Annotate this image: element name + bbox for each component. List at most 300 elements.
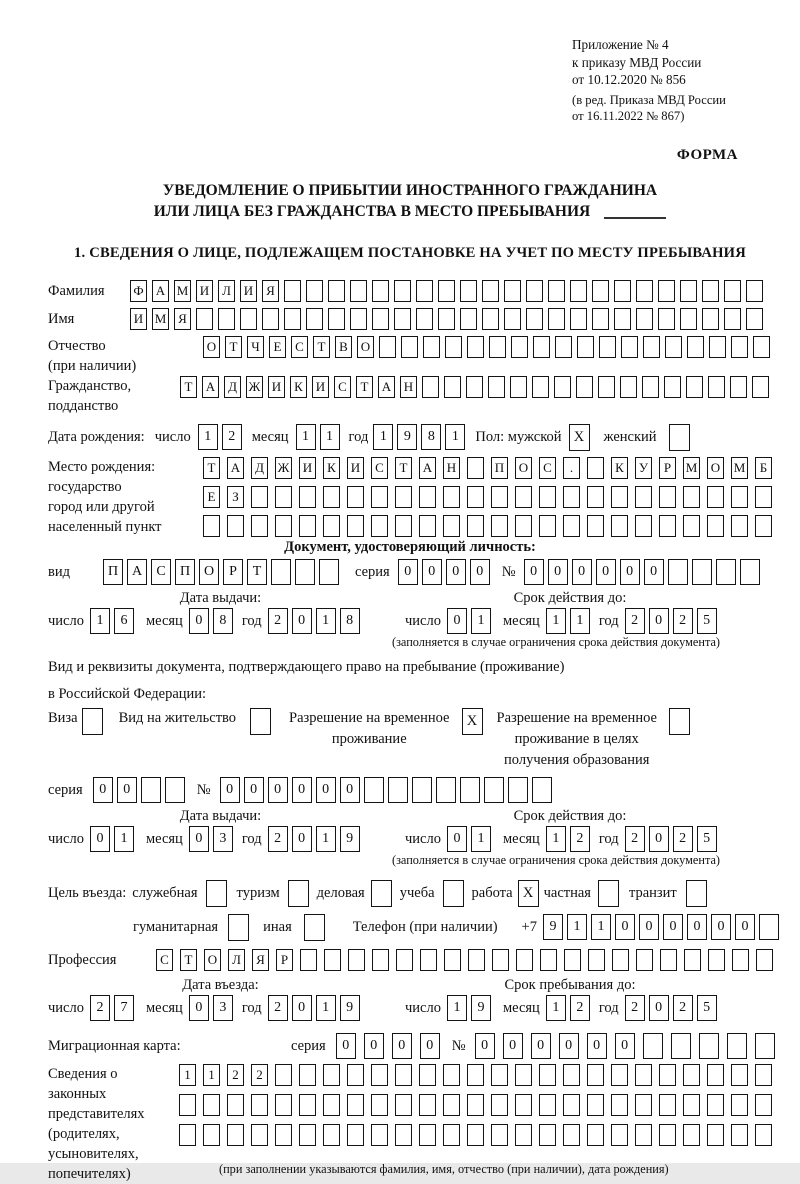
char-cell[interactable]: О	[203, 336, 220, 358]
char-cell[interactable]	[611, 1124, 628, 1146]
char-cell[interactable]	[436, 777, 456, 803]
char-cell[interactable]: 2	[90, 995, 110, 1021]
char-cell[interactable]	[548, 280, 565, 302]
char-cell[interactable]	[328, 280, 345, 302]
char-cell[interactable]	[284, 308, 301, 330]
char-cell[interactable]: 0	[524, 559, 544, 585]
char-cell[interactable]: 2	[268, 995, 288, 1021]
char-cell[interactable]	[642, 376, 659, 398]
char-cell[interactable]	[196, 308, 213, 330]
char-cell[interactable]	[611, 1094, 628, 1116]
char-cell[interactable]	[755, 486, 772, 508]
char-cell[interactable]: 1	[316, 608, 336, 634]
char-cell[interactable]: Т	[180, 949, 197, 971]
char-cell[interactable]: И	[130, 308, 147, 330]
char-cell[interactable]: Б	[755, 457, 772, 479]
char-cell[interactable]: 0	[531, 1033, 551, 1059]
char-cell[interactable]: П	[175, 559, 195, 585]
char-cell[interactable]	[532, 376, 549, 398]
char-cell[interactable]: 0	[316, 777, 336, 803]
char-cell[interactable]: 0	[649, 826, 669, 852]
char-cell[interactable]	[707, 486, 724, 508]
char-cell[interactable]: А	[378, 376, 395, 398]
char-cell[interactable]	[753, 336, 770, 358]
char-cell[interactable]	[699, 1033, 719, 1059]
char-cell[interactable]	[444, 949, 461, 971]
char-cell[interactable]: 1	[296, 424, 316, 450]
char-cell[interactable]	[488, 376, 505, 398]
char-cell[interactable]	[611, 515, 628, 537]
purpose-work-checkbox[interactable]: X	[518, 880, 539, 907]
char-cell[interactable]	[515, 515, 532, 537]
char-cell[interactable]: 0	[587, 1033, 607, 1059]
char-cell[interactable]: М	[174, 280, 191, 302]
char-cell[interactable]: 0	[620, 559, 640, 585]
char-cell[interactable]	[372, 308, 389, 330]
char-cell[interactable]	[401, 336, 418, 358]
char-cell[interactable]	[299, 1064, 316, 1086]
char-cell[interactable]: Л	[228, 949, 245, 971]
char-cell[interactable]: 0	[364, 1033, 384, 1059]
char-cell[interactable]: 0	[117, 777, 137, 803]
char-cell[interactable]: В	[335, 336, 352, 358]
char-cell[interactable]	[621, 336, 638, 358]
char-cell[interactable]	[179, 1094, 196, 1116]
char-cell[interactable]: А	[127, 559, 147, 585]
char-cell[interactable]	[324, 949, 341, 971]
char-cell[interactable]: 0	[649, 995, 669, 1021]
char-cell[interactable]	[563, 515, 580, 537]
rvp-edu-checkbox[interactable]	[669, 708, 690, 735]
char-cell[interactable]	[395, 515, 412, 537]
char-cell[interactable]	[482, 308, 499, 330]
char-cell[interactable]: Т	[395, 457, 412, 479]
char-cell[interactable]	[592, 280, 609, 302]
char-cell[interactable]: Р	[659, 457, 676, 479]
char-cell[interactable]	[423, 336, 440, 358]
char-cell[interactable]	[539, 1094, 556, 1116]
char-cell[interactable]: Д	[251, 457, 268, 479]
char-cell[interactable]: Е	[203, 486, 220, 508]
char-cell[interactable]: Л	[218, 280, 235, 302]
char-cell[interactable]: 1	[591, 914, 611, 940]
purpose-business-checkbox[interactable]	[371, 880, 392, 907]
char-cell[interactable]	[740, 559, 760, 585]
char-cell[interactable]	[484, 777, 504, 803]
char-cell[interactable]: Р	[276, 949, 293, 971]
char-cell[interactable]	[577, 336, 594, 358]
char-cell[interactable]: 9	[340, 826, 360, 852]
char-cell[interactable]	[724, 308, 741, 330]
char-cell[interactable]: 1	[179, 1064, 196, 1086]
char-cell[interactable]: 9	[471, 995, 491, 1021]
char-cell[interactable]: 0	[340, 777, 360, 803]
char-cell[interactable]	[443, 515, 460, 537]
char-cell[interactable]: 2	[673, 826, 693, 852]
char-cell[interactable]	[251, 486, 268, 508]
char-cell[interactable]: 0	[422, 559, 442, 585]
char-cell[interactable]: 5	[697, 995, 717, 1021]
rvp-checkbox[interactable]: X	[462, 708, 483, 735]
char-cell[interactable]	[587, 457, 604, 479]
char-cell[interactable]: Т	[247, 559, 267, 585]
char-cell[interactable]	[611, 1064, 628, 1086]
char-cell[interactable]	[275, 486, 292, 508]
char-cell[interactable]: Т	[180, 376, 197, 398]
char-cell[interactable]: 1	[373, 424, 393, 450]
char-cell[interactable]	[707, 515, 724, 537]
char-cell[interactable]	[504, 280, 521, 302]
char-cell[interactable]	[636, 949, 653, 971]
char-cell[interactable]: 0	[639, 914, 659, 940]
char-cell[interactable]: 0	[447, 826, 467, 852]
char-cell[interactable]	[643, 1033, 663, 1059]
char-cell[interactable]	[687, 336, 704, 358]
char-cell[interactable]	[755, 1094, 772, 1116]
char-cell[interactable]	[347, 1064, 364, 1086]
char-cell[interactable]	[395, 1064, 412, 1086]
char-cell[interactable]	[533, 336, 550, 358]
char-cell[interactable]: Н	[443, 457, 460, 479]
char-cell[interactable]	[227, 1124, 244, 1146]
char-cell[interactable]: 8	[213, 608, 233, 634]
char-cell[interactable]: 0	[446, 559, 466, 585]
char-cell[interactable]: 8	[340, 608, 360, 634]
char-cell[interactable]	[730, 376, 747, 398]
char-cell[interactable]	[306, 280, 323, 302]
purpose-study-checkbox[interactable]	[443, 880, 464, 907]
char-cell[interactable]	[680, 308, 697, 330]
char-cell[interactable]	[227, 515, 244, 537]
char-cell[interactable]	[300, 949, 317, 971]
char-cell[interactable]	[251, 515, 268, 537]
char-cell[interactable]: 0	[475, 1033, 495, 1059]
char-cell[interactable]: З	[227, 486, 244, 508]
char-cell[interactable]: 1	[546, 608, 566, 634]
char-cell[interactable]	[416, 280, 433, 302]
char-cell[interactable]	[323, 515, 340, 537]
char-cell[interactable]	[306, 308, 323, 330]
char-cell[interactable]	[692, 559, 712, 585]
char-cell[interactable]	[438, 308, 455, 330]
char-cell[interactable]	[323, 1094, 340, 1116]
char-cell[interactable]	[635, 1094, 652, 1116]
char-cell[interactable]	[752, 376, 769, 398]
char-cell[interactable]	[299, 1124, 316, 1146]
char-cell[interactable]	[460, 280, 477, 302]
char-cell[interactable]	[684, 949, 701, 971]
char-cell[interactable]	[489, 336, 506, 358]
char-cell[interactable]: 0	[398, 559, 418, 585]
char-cell[interactable]: 0	[90, 826, 110, 852]
char-cell[interactable]	[511, 336, 528, 358]
char-cell[interactable]: 1	[316, 826, 336, 852]
char-cell[interactable]: Т	[356, 376, 373, 398]
char-cell[interactable]: 0	[292, 826, 312, 852]
char-cell[interactable]	[587, 515, 604, 537]
char-cell[interactable]	[732, 949, 749, 971]
char-cell[interactable]	[347, 1094, 364, 1116]
char-cell[interactable]	[203, 1124, 220, 1146]
char-cell[interactable]	[468, 949, 485, 971]
char-cell[interactable]	[548, 308, 565, 330]
char-cell[interactable]	[683, 1124, 700, 1146]
char-cell[interactable]	[539, 486, 556, 508]
char-cell[interactable]: 1	[447, 995, 467, 1021]
char-cell[interactable]: 1	[471, 826, 491, 852]
char-cell[interactable]	[203, 515, 220, 537]
char-cell[interactable]	[251, 1094, 268, 1116]
char-cell[interactable]	[539, 1124, 556, 1146]
char-cell[interactable]	[348, 949, 365, 971]
char-cell[interactable]: 1	[567, 914, 587, 940]
char-cell[interactable]	[299, 1094, 316, 1116]
char-cell[interactable]: 6	[114, 608, 134, 634]
char-cell[interactable]: Т	[313, 336, 330, 358]
char-cell[interactable]	[491, 1124, 508, 1146]
char-cell[interactable]	[395, 1094, 412, 1116]
char-cell[interactable]: И	[299, 457, 316, 479]
char-cell[interactable]: 2	[673, 608, 693, 634]
char-cell[interactable]: 0	[292, 608, 312, 634]
char-cell[interactable]	[364, 777, 384, 803]
char-cell[interactable]: Ф	[130, 280, 147, 302]
char-cell[interactable]	[395, 1124, 412, 1146]
char-cell[interactable]: И	[312, 376, 329, 398]
char-cell[interactable]	[707, 1124, 724, 1146]
char-cell[interactable]	[614, 308, 631, 330]
char-cell[interactable]	[731, 336, 748, 358]
char-cell[interactable]	[526, 280, 543, 302]
char-cell[interactable]: Т	[225, 336, 242, 358]
char-cell[interactable]	[755, 1064, 772, 1086]
char-cell[interactable]	[599, 336, 616, 358]
char-cell[interactable]	[731, 1124, 748, 1146]
char-cell[interactable]	[165, 777, 185, 803]
char-cell[interactable]: 0	[292, 995, 312, 1021]
char-cell[interactable]	[665, 336, 682, 358]
char-cell[interactable]	[515, 486, 532, 508]
char-cell[interactable]	[460, 308, 477, 330]
char-cell[interactable]	[731, 515, 748, 537]
char-cell[interactable]: 2	[570, 995, 590, 1021]
char-cell[interactable]: 1	[570, 608, 590, 634]
char-cell[interactable]	[516, 949, 533, 971]
char-cell[interactable]	[419, 515, 436, 537]
char-cell[interactable]	[563, 1124, 580, 1146]
char-cell[interactable]	[539, 515, 556, 537]
char-cell[interactable]	[680, 280, 697, 302]
char-cell[interactable]	[443, 1094, 460, 1116]
char-cell[interactable]	[179, 1124, 196, 1146]
char-cell[interactable]	[444, 376, 461, 398]
char-cell[interactable]	[419, 1124, 436, 1146]
char-cell[interactable]	[491, 1094, 508, 1116]
char-cell[interactable]	[707, 1094, 724, 1116]
char-cell[interactable]: 0	[292, 777, 312, 803]
char-cell[interactable]: 1	[320, 424, 340, 450]
char-cell[interactable]: О	[357, 336, 374, 358]
char-cell[interactable]: 0	[687, 914, 707, 940]
char-cell[interactable]	[443, 1064, 460, 1086]
char-cell[interactable]: А	[202, 376, 219, 398]
char-cell[interactable]: 0	[559, 1033, 579, 1059]
char-cell[interactable]: 0	[392, 1033, 412, 1059]
char-cell[interactable]	[347, 1124, 364, 1146]
char-cell[interactable]	[636, 280, 653, 302]
char-cell[interactable]	[659, 1064, 676, 1086]
char-cell[interactable]: О	[204, 949, 221, 971]
char-cell[interactable]	[731, 486, 748, 508]
char-cell[interactable]: 0	[244, 777, 264, 803]
char-cell[interactable]	[396, 949, 413, 971]
char-cell[interactable]	[328, 308, 345, 330]
char-cell[interactable]	[422, 376, 439, 398]
char-cell[interactable]: 0	[189, 826, 209, 852]
char-cell[interactable]	[443, 486, 460, 508]
char-cell[interactable]	[467, 486, 484, 508]
char-cell[interactable]: 7	[114, 995, 134, 1021]
char-cell[interactable]	[284, 280, 301, 302]
char-cell[interactable]: 2	[625, 608, 645, 634]
char-cell[interactable]	[563, 1094, 580, 1116]
char-cell[interactable]	[371, 1094, 388, 1116]
char-cell[interactable]	[467, 1094, 484, 1116]
char-cell[interactable]	[658, 308, 675, 330]
char-cell[interactable]	[555, 336, 572, 358]
char-cell[interactable]: 0	[548, 559, 568, 585]
char-cell[interactable]: К	[611, 457, 628, 479]
char-cell[interactable]	[587, 1094, 604, 1116]
char-cell[interactable]: .	[563, 457, 580, 479]
char-cell[interactable]	[564, 949, 581, 971]
char-cell[interactable]: С	[291, 336, 308, 358]
char-cell[interactable]: 1	[471, 608, 491, 634]
char-cell[interactable]	[203, 1094, 220, 1116]
char-cell[interactable]	[611, 486, 628, 508]
char-cell[interactable]: 2	[673, 995, 693, 1021]
char-cell[interactable]: 0	[336, 1033, 356, 1059]
char-cell[interactable]: 0	[572, 559, 592, 585]
char-cell[interactable]	[467, 1064, 484, 1086]
char-cell[interactable]	[708, 949, 725, 971]
char-cell[interactable]	[746, 308, 763, 330]
char-cell[interactable]	[491, 1064, 508, 1086]
char-cell[interactable]	[372, 949, 389, 971]
char-cell[interactable]	[227, 1094, 244, 1116]
char-cell[interactable]: 0	[711, 914, 731, 940]
char-cell[interactable]: А	[152, 280, 169, 302]
char-cell[interactable]	[635, 1124, 652, 1146]
char-cell[interactable]	[731, 1094, 748, 1116]
char-cell[interactable]	[347, 515, 364, 537]
char-cell[interactable]: 1	[546, 826, 566, 852]
char-cell[interactable]: Е	[269, 336, 286, 358]
char-cell[interactable]	[372, 280, 389, 302]
char-cell[interactable]: П	[491, 457, 508, 479]
char-cell[interactable]	[275, 1124, 292, 1146]
char-cell[interactable]: 0	[663, 914, 683, 940]
char-cell[interactable]	[659, 486, 676, 508]
char-cell[interactable]	[612, 949, 629, 971]
char-cell[interactable]: 0	[93, 777, 113, 803]
char-cell[interactable]	[702, 308, 719, 330]
char-cell[interactable]: 0	[503, 1033, 523, 1059]
char-cell[interactable]: 8	[421, 424, 441, 450]
char-cell[interactable]: М	[731, 457, 748, 479]
char-cell[interactable]: 2	[251, 1064, 268, 1086]
char-cell[interactable]	[540, 949, 557, 971]
char-cell[interactable]	[636, 308, 653, 330]
char-cell[interactable]	[707, 1064, 724, 1086]
char-cell[interactable]	[394, 280, 411, 302]
char-cell[interactable]	[587, 1124, 604, 1146]
char-cell[interactable]: 2	[268, 826, 288, 852]
char-cell[interactable]: Я	[262, 280, 279, 302]
char-cell[interactable]	[635, 1064, 652, 1086]
char-cell[interactable]	[756, 949, 773, 971]
char-cell[interactable]	[563, 486, 580, 508]
char-cell[interactable]: 5	[697, 608, 717, 634]
char-cell[interactable]: 1	[198, 424, 218, 450]
char-cell[interactable]: И	[347, 457, 364, 479]
char-cell[interactable]: О	[199, 559, 219, 585]
char-cell[interactable]	[419, 1094, 436, 1116]
char-cell[interactable]: П	[103, 559, 123, 585]
char-cell[interactable]	[709, 336, 726, 358]
char-cell[interactable]: М	[152, 308, 169, 330]
char-cell[interactable]	[515, 1094, 532, 1116]
char-cell[interactable]: 3	[213, 826, 233, 852]
char-cell[interactable]	[371, 486, 388, 508]
char-cell[interactable]: М	[683, 457, 700, 479]
char-cell[interactable]: 0	[447, 608, 467, 634]
char-cell[interactable]: 2	[227, 1064, 244, 1086]
char-cell[interactable]	[419, 1064, 436, 1086]
char-cell[interactable]: Н	[400, 376, 417, 398]
char-cell[interactable]	[491, 486, 508, 508]
char-cell[interactable]: 0	[649, 608, 669, 634]
char-cell[interactable]: У	[635, 457, 652, 479]
char-cell[interactable]: 0	[615, 914, 635, 940]
char-cell[interactable]	[635, 486, 652, 508]
char-cell[interactable]: 1	[546, 995, 566, 1021]
char-cell[interactable]	[467, 336, 484, 358]
char-cell[interactable]: К	[290, 376, 307, 398]
char-cell[interactable]: 0	[644, 559, 664, 585]
char-cell[interactable]: 2	[222, 424, 242, 450]
char-cell[interactable]: О	[707, 457, 724, 479]
char-cell[interactable]	[438, 280, 455, 302]
char-cell[interactable]	[755, 1124, 772, 1146]
char-cell[interactable]	[570, 308, 587, 330]
char-cell[interactable]	[323, 1124, 340, 1146]
char-cell[interactable]: Ч	[247, 336, 264, 358]
char-cell[interactable]	[416, 308, 433, 330]
char-cell[interactable]	[659, 1094, 676, 1116]
char-cell[interactable]	[350, 280, 367, 302]
char-cell[interactable]: С	[539, 457, 556, 479]
char-cell[interactable]: 0	[189, 608, 209, 634]
char-cell[interactable]: 2	[268, 608, 288, 634]
purpose-private-checkbox[interactable]	[598, 880, 619, 907]
char-cell[interactable]	[394, 308, 411, 330]
char-cell[interactable]: 1	[445, 424, 465, 450]
char-cell[interactable]	[467, 457, 484, 479]
char-cell[interactable]: Я	[252, 949, 269, 971]
char-cell[interactable]	[412, 777, 432, 803]
char-cell[interactable]: Р	[223, 559, 243, 585]
